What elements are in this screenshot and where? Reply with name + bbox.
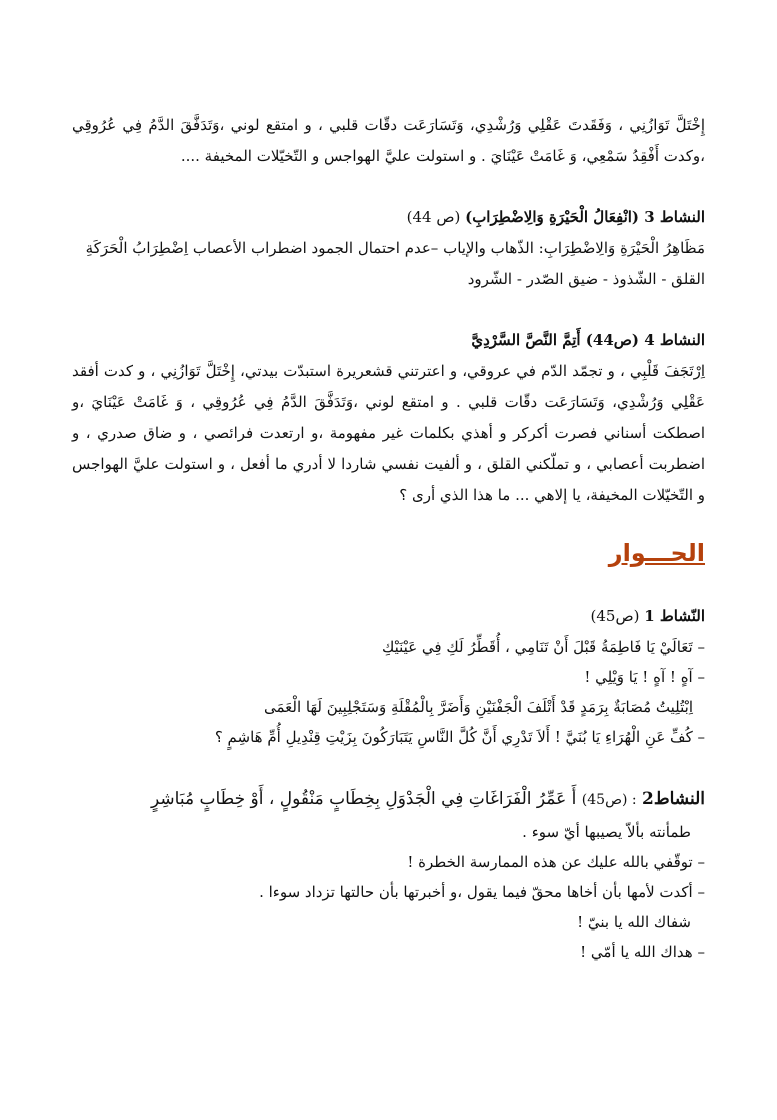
activity1-line: – كُفِّ عَنِ الْهُرَاءِ يَا بُنَيَّ ! أَلاَ تَدْرِي أَنَّ كُلَّ النَّاسِ يَتَبَارَكُونَ بِزَيْتِ قِنْدِيلِ أُمِّ هَاشِمٍ ؟ [214, 728, 705, 746]
activity4-heading [72, 325, 705, 356]
activity1-line: اِبْتُلِيتُ مُصَابَةٌ بِرَمَدٍ قَدْ أَتْلَفَ الْجَفْنَيْنِ وَأَضَرَّ بِالْمُقْلَةِ وَسَتَجْلِبِينَ لَهَا الْعَمَى [264, 698, 693, 716]
activity3-heading [72, 202, 705, 233]
activity2-line: – هداك الله يا أمّي ! [580, 943, 705, 961]
activity1-line: – تَعَالَيْ يَا فَاطِمَةُ قَبْلَ أَنْ تَنَامِي ، أُقَطِّرُ لَكِ فِي عَيْنَيْكِ [381, 638, 705, 656]
activity1-line: – آهٍ ! آهٍ ! يَا وَيْلِي ! [584, 668, 705, 686]
intro-paragraph: إِخْتَلَّ تَوَازُنِي ، وَفَقَدتَ عَقْلِي وَرُشْدِي، وَتَسَارَعَت دقّات قلبي ، و امتقع لوني ،وَتَدَفَّقَ الدَّمُ فِي عُرُوقِي ،وكدت أَفْقِدُ سَمْعِي، وَ غَامَتْ عَيْنَايَ . و استولت عليَّ الهواجس و التّخيّلات المخيفة .... [72, 116, 705, 165]
activity2-page-ref: : (ص45) [581, 792, 637, 808]
activity3-line1: مَظَاهِرُ الْحَيْرَةِ وَالِاضْطِرَابِ: الذّهاب والإياب –عدم احتمال الجمود اضطراب الأعصاب اِضْطِرَابُ الْحَرَكَةِ [85, 239, 705, 257]
activity3-page-ref: (ص 44) [406, 208, 461, 226]
activity2-title: النشاط2 [642, 789, 705, 809]
activity1-title: النّشاط 1 [644, 607, 705, 625]
activity2-line: طمأنته بألاّ يصيبها أيّ سوء . [522, 823, 691, 841]
activity4-title: النشاط 4 (ص44) أَتِمَّ النَّصَّ السَّرْدِيَّ [471, 331, 705, 349]
activity2-line: – أكدت لأمها بأن أخاها محقّ فيما يقول ،و أخبرتها بأن حالتها تزداد سوءا . [259, 883, 705, 901]
dialogue-section-title: الحـــوار [608, 539, 705, 567]
activity1-heading [72, 601, 705, 632]
activity2-heading [72, 782, 705, 817]
activity3-line2: القلق - الشّذوذ - ضيق الصّدر - الشّرود [467, 270, 705, 288]
activity3-title: النشاط 3 (انْفِعَالُ الْحَيْرَةِ وَالِاضْطِرَابِ) [465, 208, 705, 226]
activity2-instruction: أَ عَمِّرُ الْفَرَاغَاتِ فِي الْجَدْوَلِ بِخِطَابٍ مَنْقُولٍ ، أَوْ خِطَابٍ مُبَاشِرٍ [151, 789, 577, 809]
activity2-line: شفاك الله يا بنيّ ! [577, 913, 691, 931]
activity2-line: – توقّفي بالله عليك عن هذه الممارسة الخطرة ! [407, 853, 705, 871]
activity1-page-ref: (ص45) [590, 607, 640, 625]
activity4-paragraph: اِرْتَجَفَ قَلْبِي ، و تجمّد الدّم في عروقي، و اعترتني قشعريرة استبدّت بيدتي، إِخْتَلَّ تَوَازُنِي ، و كدت أفقد عَقْلِي وَرُشْدِي، وَتَسَارَعَت دقّات قلبي . و امتقع لوني ،وَتَدَفَّقَ الدَّمُ فِي عُرُوقِي ، وَ غَامَتْ عَيْنَايَ ،و اصطكت أسناني فصرت أكركر و أهذي بكلمات غير مفهومة ،و ارتعدت فرائصي ، و ضاق صدري ، و اضطربت أعصابي ، و تملّكني القلق ، و ألفيت نفسي شاردا لا أدري ما أفعل ، و استولت عليَّ الهواجس و التّخيّلات المخيفة، يا إلاهي ... ما هذا الذي أرى ؟ [72, 362, 705, 504]
